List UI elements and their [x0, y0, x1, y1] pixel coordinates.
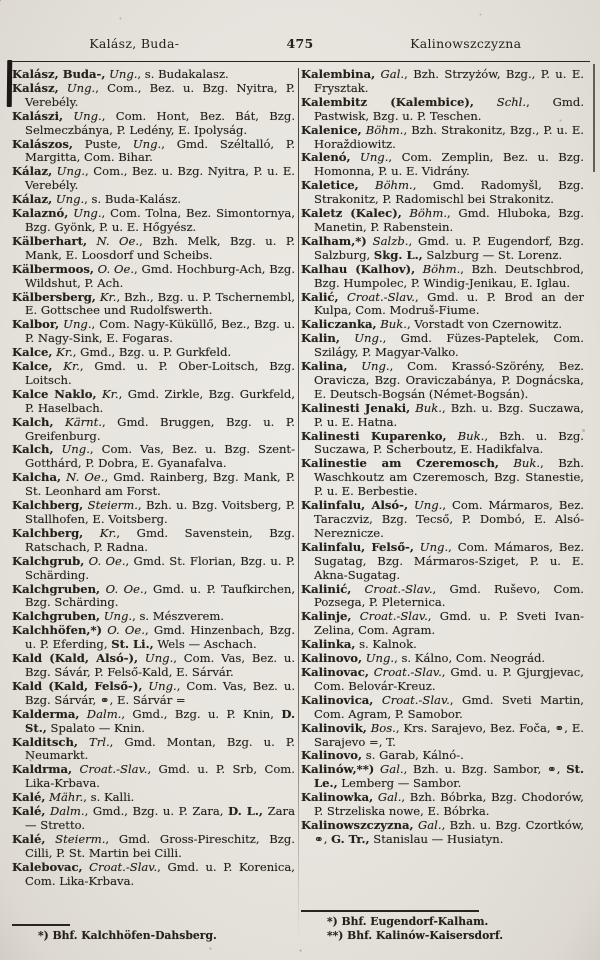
text-columns — [12, 68, 588, 942]
region-abbr: Ung. — [138, 651, 174, 666]
gazetteer-entry — [12, 805, 295, 833]
entry-text: Puste, — [72, 136, 122, 151]
railway-abbr: D. L., — [228, 804, 263, 819]
region-abbr: Steierm. — [45, 831, 106, 846]
entry-text: , Gmd., Bzg. u. P. Knin, — [121, 706, 282, 721]
gazetteer-entry — [12, 555, 295, 583]
entry-headword: Kälberhart, — [12, 233, 88, 248]
entry-headword: Kalé, — [12, 790, 46, 805]
gazetteer-entry — [12, 652, 295, 680]
entry-text: , Gmd. Hluboka, Bzg. Manetin, P. Rabenstein. — [314, 206, 584, 234]
entry-headword: Kalé, — [12, 804, 46, 819]
entry-headword: Kalembitz (Kalembice), — [301, 94, 474, 109]
entry-headword: Kald (Kald, Alsó-), — [12, 651, 139, 666]
entry-text: , Gmd. Pastwisk, Bzg. u. P. Teschen. — [314, 94, 584, 123]
region-abbr: Croat.-Slav. — [338, 289, 415, 304]
region-abbr: N. Oe. — [61, 470, 105, 485]
region-abbr: Croat.-Slav. — [72, 762, 148, 777]
gazetteer-entry — [301, 291, 584, 319]
entry-text: , s. Buda-Kalász. — [84, 192, 182, 207]
entry-headword: Kalce Naklo, — [12, 386, 97, 401]
gazetteer-entry — [301, 360, 584, 402]
region-abbr: Kr. — [52, 359, 80, 374]
entry-text: , Com. Tolna, Bez. Simontornya, Bzg. Gyönk, P. u. E. Hőgyész. — [25, 206, 295, 234]
gazetteer-entry — [12, 791, 295, 805]
entry-text: , Bzh., Bzg. u. P. Tschernembl, E. Gottschee und Rudolfswerth. — [25, 289, 295, 318]
gazetteer-entry — [301, 791, 584, 819]
entry-headword: Kalbor, — [12, 317, 60, 332]
region-abbr: Ung. — [339, 331, 383, 346]
entry-text: , Com. Mámaros, Bez. Sugatag, Bzg. Mármaros-Sziget, P. u. E. Akna-Sugatag. — [314, 539, 584, 582]
entry-text: , Gmd. Montan, Bzg. u. P. Neumarkt. — [25, 734, 295, 763]
gazetteer-entry — [301, 541, 584, 583]
entry-text: , Vorstadt von Czernowitz. — [406, 317, 563, 332]
region-abbr: O. Oe. — [102, 623, 145, 638]
entry-headword: Kalina, — [301, 359, 348, 374]
entry-headword: Kalchhöfen,*) — [12, 623, 103, 638]
gazetteer-entry — [12, 68, 295, 82]
entry-text: , Gmd. u. P. Eugendorf, Bzg. Salzburg, — [314, 233, 584, 262]
entry-text: , Com. Krassó-Szörény, Bez. Oravicza, Bzg. Oraviczabánya, P. Dognácska, E. Deutsch-Bogsán (Német-Bogsán). — [314, 359, 584, 401]
gazetteer-entry — [12, 708, 295, 736]
entry-headword: Kalchberg, — [12, 498, 84, 513]
entry-headword: Kalinić, — [301, 581, 352, 596]
region-abbr: Ung. — [347, 359, 390, 374]
entry-headword: Kaletice, — [301, 178, 359, 193]
entry-text: , s. Kalli. — [83, 790, 135, 805]
entry-text: , Com. Hont, Bez. Bát, Bzg. Selmeczbánya, P. Ledény, E. Ipolyság. — [25, 108, 295, 137]
gazetteer-entry — [12, 193, 295, 207]
region-abbr: Gal. — [374, 762, 404, 777]
gazetteer-entry — [12, 833, 295, 861]
gazetteer-entry — [12, 680, 295, 708]
region-abbr: Buk. — [410, 400, 442, 415]
entry-text: , Bzh. u. Bzg. Suczawa, P. Scherboutz, E. Hadikfalva. — [314, 428, 584, 457]
running-header — [18, 36, 582, 51]
gazetteer-entry — [301, 819, 584, 847]
gazetteer-entry — [301, 749, 584, 763]
region-abbr: Ung. — [68, 206, 102, 221]
gazetteer-entry — [12, 861, 295, 889]
region-abbr: Bos. — [366, 720, 396, 735]
region-abbr: Dalm. — [79, 706, 122, 721]
entry-headword: Kalebovac, — [12, 859, 83, 874]
entry-text: , Krs. Sarajevo, Bez. Foča, ⚭, E. Sarajevo =, T. — [314, 720, 584, 749]
entry-text: Spalato — Knin. — [46, 720, 145, 735]
entry-headword: Kalderma, — [12, 706, 80, 721]
entry-text: Lemberg — Sambor. — [337, 776, 462, 791]
entry-text: , s. Budakalasz. — [137, 68, 229, 81]
entry-headword: Kaliczanka, — [301, 317, 377, 332]
gazetteer-entry — [301, 722, 584, 750]
region-abbr: Kr. — [83, 525, 117, 540]
region-abbr: Kärnt. — [53, 414, 102, 429]
entry-text: , Gmd. Bruggen, Bzg. u. P. Greifenburg. — [25, 414, 295, 443]
region-abbr: Ung. — [52, 164, 86, 179]
railway-abbr: G. Tr., — [331, 831, 370, 846]
entry-text: , Gmd., Bzg. u. P. Zara, — [84, 804, 229, 819]
region-abbr: Ung. — [63, 108, 102, 123]
gazetteer-entry — [301, 694, 584, 722]
gazetteer-entry — [12, 291, 295, 319]
entry-text: , Gmd. Savenstein, Bzg. Ratschach, P. Radna. — [25, 525, 295, 554]
region-abbr: Ung. — [52, 192, 85, 207]
gazetteer-entry — [301, 499, 584, 541]
region-abbr: Böhm. — [361, 122, 404, 137]
entry-text: , Bzh. u. Bzg. Voitsberg, P. Stallhofen, E. Voitsberg. — [25, 498, 295, 526]
gazetteer-entry — [12, 471, 295, 499]
region-abbr: Ung. — [100, 609, 133, 624]
entry-headword: Kalinów,**) — [301, 762, 375, 777]
entry-text: , Com. Mármaros, Bez. Taraczviz, Bzg. Tecső, P. Dombó, E. Alsó-Nereznicze. — [314, 498, 584, 540]
entry-text: , Gmd. u. P. Korenica, Com. Lika-Krbava. — [25, 859, 295, 888]
entry-headword: Kalinka, — [301, 637, 356, 652]
entry-headword: Kálaz, — [12, 164, 53, 179]
region-abbr: Dalm. — [45, 804, 85, 819]
gazetteer-entry — [12, 388, 295, 416]
region-abbr: Ung. — [362, 651, 395, 666]
region-abbr: Croat.-Slav. — [351, 581, 433, 596]
gazetteer-entry — [301, 179, 584, 207]
entry-headword: Kalinfalu, Felső-, — [301, 539, 414, 554]
gazetteer-entry — [301, 263, 584, 291]
entry-headword: Kalászos, — [12, 136, 73, 151]
entry-text: , Gmd. Sveti Martin, Com. Agram, P. Samobor. — [314, 692, 584, 721]
entry-text: Salzburg — St. Lorenz. — [422, 247, 563, 262]
gazetteer-entry — [301, 763, 584, 791]
header-rule — [10, 61, 590, 62]
entry-headword: Kalchberg, — [12, 525, 84, 540]
gazetteer-entry — [12, 165, 295, 193]
gazetteer-entry — [12, 207, 295, 235]
gazetteer-entry — [301, 610, 584, 638]
region-abbr: Gal. — [375, 68, 405, 81]
region-abbr: Ung. — [142, 678, 177, 693]
entry-headword: Kalinovo, — [301, 651, 363, 666]
gazetteer-entry — [301, 151, 584, 179]
gazetteer-entry — [301, 207, 584, 235]
entry-text: , Gmd. u. P. Sveti Ivan-Zelina, Com. Agram. — [314, 609, 584, 638]
region-abbr: Ung. — [413, 539, 449, 554]
region-abbr: Buk. — [498, 456, 541, 471]
gazetteer-entry — [301, 124, 584, 152]
gazetteer-entry — [301, 235, 584, 263]
gazetteer-entry — [301, 96, 584, 124]
entry-headword: Kalchgrub, — [12, 553, 85, 568]
entry-headword: Kalaznó, — [12, 206, 69, 221]
entry-headword: Kalinowka, — [301, 790, 374, 805]
entry-headword: Kalenice, — [301, 122, 362, 137]
region-abbr: Trl. — [77, 734, 110, 749]
entry-headword: Kalász, — [12, 80, 59, 95]
entry-text: , Gmd. Füzes-Paptelek, Com. Szilágy, P. Magyar-Valko. — [314, 331, 584, 360]
footnote: *) Bhf. Eugendorf-Kalham. — [327, 915, 489, 928]
region-abbr: Kr. — [96, 386, 119, 401]
entry-text: , Bzh. u. Bzg. Suczawa, P. u. E. Hatna. — [314, 400, 584, 429]
railway-abbr: Skg. L., — [373, 247, 423, 262]
entry-text: s. Kalnok. — [355, 637, 417, 652]
region-abbr: Croat.-Slav. — [373, 692, 450, 707]
gazetteer-entry — [301, 652, 584, 666]
gazetteer-entry — [12, 610, 295, 624]
entry-text: , Gmd. u. P. Taufkirchen, Bzg. Schärding. — [25, 581, 295, 610]
footnote: *) Bhf. Kalchhöfen-Dahsberg. — [38, 928, 217, 942]
entry-text: , Gmd. u. P. Srb, Com. Lika-Krbava. — [25, 762, 295, 791]
entry-text: , Gmd. Ruševo, Com. Pozsega, P. Pleternica. — [314, 581, 584, 610]
entry-headword: Kalinje, — [301, 609, 352, 624]
gazetteer-entry — [301, 430, 584, 458]
entry-text: , Bzh. Melk, Bzg. u. P. Mank, E. Loosdorf und Scheibs. — [25, 233, 295, 262]
entry-text: , Gmd. Hochburg-Ach, Bzg. Wildshut, P. Ach. — [25, 261, 295, 290]
region-abbr: Ung. — [105, 68, 138, 81]
entry-headword: Kalász, Buda-, — [12, 68, 106, 81]
gazetteer-entry — [12, 110, 295, 138]
gazetteer-entry — [12, 138, 295, 166]
entry-text: , Gmd. u. P. Ober-Loitsch, Bzg. Loitsch. — [25, 359, 295, 387]
entry-text: , Gmd. u. P. Gjurgjevac, Com. Belovár-Kreuz. — [314, 664, 584, 693]
gazetteer-entry — [12, 443, 295, 471]
entry-headword: Kalce, — [12, 345, 53, 360]
entry-text: , Com. Vas, Bez. u. Bzg. Sárvár, ⚭, E. Sárvár = — [25, 678, 295, 707]
entry-headword: Kalinovica, — [301, 692, 374, 707]
railway-abbr: St. Le., — [314, 762, 584, 791]
column-right — [301, 68, 584, 942]
entry-text: , Com., Bez. u. Bzg. Nyitra, P. u. E. Verebély. — [25, 164, 295, 193]
gazetteer-entry — [301, 332, 584, 360]
region-abbr: O. Oe. — [100, 581, 144, 596]
region-abbr: N. Oe. — [87, 233, 140, 248]
gazetteer-entry — [12, 346, 295, 360]
region-abbr: O. Oe. — [93, 261, 135, 276]
entry-text: , Bzh. Bóbrka, Bzg. Chodorów, P. Strzeliska nowe, E. Bóbrka. — [314, 790, 584, 819]
entry-headword: Kalinovac, — [301, 664, 369, 679]
region-abbr: Mähr. — [45, 790, 84, 805]
entry-headword: Kalin, — [301, 331, 340, 346]
entry-headword: Kaldrma, — [12, 762, 73, 777]
region-abbr: Croat.-Slav. — [82, 859, 158, 874]
region-abbr: Buk. — [446, 428, 485, 443]
gazetteer-entry — [301, 457, 584, 499]
gazetteer-entry — [12, 263, 295, 291]
entry-text: , Com., Bez. u. Bzg. Nyitra, P. Verebély. — [25, 80, 295, 109]
region-abbr: Ung. — [58, 80, 96, 95]
railway-abbr: St. Li., — [111, 637, 154, 652]
region-abbr: Ung. — [53, 442, 90, 457]
footnote: **) Bhf. Kalinów-Kaisersdorf. — [327, 928, 503, 942]
scan-artifact-edge — [593, 64, 595, 172]
running-head-right: Kalinowszczyzna — [410, 36, 522, 51]
entry-text: , Gmd. u. P. Brod an der Kulpa, Com. Modruš-Fiume. — [314, 289, 584, 318]
column-left — [12, 68, 295, 942]
entry-text: , Gmd. Hinzenbach, Bzg. u. P. Eferding, — [25, 623, 295, 652]
entry-headword: Kalé, — [12, 831, 46, 846]
region-abbr: Kr. — [52, 345, 73, 360]
column-divider — [298, 68, 299, 942]
region-abbr: Buk. — [376, 317, 407, 332]
entry-text: , Com. Nagy-Küküllő, Bez., Bzg. u. P. Nagy-Sink, E. Fogaras. — [25, 317, 295, 346]
entry-headword: Kalić, — [301, 289, 339, 304]
region-abbr: Steierm. — [83, 498, 138, 513]
region-abbr: Salzb. — [366, 233, 409, 248]
gazetteer-entry — [301, 583, 584, 611]
entry-text: , Bzh. Waschkoutz am Czeremosch, Bzg. Stanestie, P. u. E. Berbestie. — [314, 456, 584, 499]
entry-headword: Kalch, — [12, 442, 54, 457]
entry-text: , s. Mészverem. — [132, 609, 225, 624]
entry-text: , Bzh. u. Bzg. Czortków, ⚭, — [314, 817, 584, 846]
gazetteer-entry — [12, 527, 295, 555]
gazetteer-entry — [12, 583, 295, 611]
entry-headword: Kalhau (Kalhov), — [301, 261, 416, 276]
entry-text: , Com. Vas, Bez. u. Bzg. Sávár, P. Felső-Kald, E. Sárvár. — [25, 651, 295, 679]
entry-headword: Kälbersberg, — [12, 289, 96, 304]
region-abbr: Schl. — [473, 94, 527, 109]
gazetteer-entry — [12, 499, 295, 527]
entry-headword: Kalce, — [12, 359, 53, 374]
entry-headword: Kalinesti Kuparenko, — [301, 428, 447, 443]
entry-headword: Kalinfalu, Alsó-, — [301, 498, 409, 513]
page-number: 475 — [286, 36, 314, 51]
entry-headword: Kalinesti Jenaki, — [301, 400, 411, 415]
entry-text: , Gmd. Széltalló, P. Margitta, Com. Bihar. — [25, 136, 295, 165]
entry-headword: Kalditsch, — [12, 734, 78, 749]
gazetteer-entry — [301, 666, 584, 694]
entry-headword: Kalinestie am Czeremosch, — [301, 456, 499, 471]
entry-text: Wels — Aschach. — [153, 637, 257, 652]
footnote-rule — [12, 924, 70, 926]
region-abbr: Gal. — [413, 817, 442, 832]
entry-headword: Kalembina, — [301, 68, 376, 81]
running-head-left: Kalász, Buda- — [89, 36, 180, 51]
entry-text: s. Garab, Kálnó-. — [362, 748, 464, 763]
footnote-rule — [301, 910, 479, 912]
entry-text: Zara — Stretto. — [25, 804, 295, 832]
region-abbr: Croat.-Slav. — [368, 664, 442, 679]
entry-text: , Gmd., Bzg. u. P. Gurkfeld. — [72, 345, 232, 360]
entry-text: , Com. Zemplin, Bez. u. Bzg. Homonna, P. u. E. Vidrány. — [314, 150, 584, 179]
railway-abbr: D. St., — [25, 706, 295, 735]
gazetteer-entry — [301, 638, 584, 652]
region-abbr: Ung. — [121, 136, 162, 151]
entry-text: , Com. Vas, Bez. u. Bzg. Szent-Gotthárd, P. Dobra, E. Gyanafalva. — [25, 442, 295, 471]
entry-headword: Kälbermoos, — [12, 261, 94, 276]
entry-text: Stanislau — Husiatyn. — [369, 831, 504, 846]
entry-headword: Kalchgruben, — [12, 609, 101, 624]
entry-headword: Kalcha, — [12, 470, 62, 485]
entry-headword: Kalinovo, — [301, 748, 363, 763]
region-abbr: Kr. — [95, 289, 117, 304]
region-abbr: Böhm. — [358, 178, 413, 193]
region-abbr: Böhm. — [401, 206, 448, 221]
region-abbr: Ung. — [59, 317, 92, 332]
gazetteer-entry — [12, 82, 295, 110]
entry-headword: Kalch, — [12, 414, 54, 429]
gazetteer-entry — [12, 624, 295, 652]
entry-headword: Kalham,*) — [301, 233, 367, 248]
entry-headword: Kald (Kald, Felső-), — [12, 678, 143, 693]
entry-text: , Bzh. Strzyżów, Bzg., P. u. E. Frysztak. — [314, 68, 584, 95]
region-abbr: Croat.-Slav. — [351, 609, 428, 624]
entry-headword: Kalchgruben, — [12, 581, 101, 596]
region-abbr: Böhm. — [415, 261, 461, 276]
entry-headword: Kálaz, — [12, 192, 53, 207]
entry-text: , Gmd. Rainberg, Bzg. Mank, P. St. Leonhard am Forst. — [25, 470, 295, 499]
gazetteer-entry — [12, 235, 295, 263]
entry-text: , Gmd. Gross-Pireschitz, Bzg. Cilli, P. St. Martin bei Cilli. — [25, 831, 295, 860]
entry-headword: Kalinowszczyzna, — [301, 817, 414, 832]
region-abbr: Ung. — [408, 498, 443, 513]
gazetteer-entry — [12, 318, 295, 346]
gazetteer-entry — [301, 68, 584, 96]
scan-speckles — [0, 0, 1, 1]
entry-headword: Kalászi, — [12, 108, 64, 123]
gazetteer-entry — [12, 736, 295, 764]
gazetteer-entry — [301, 318, 584, 332]
entry-headword: Kaletz (Kalec), — [301, 206, 402, 221]
entry-text: , Bzh. Strakonitz, Bzg., P. u. E. Horaždiowitz. — [314, 122, 584, 151]
entry-headword: Kalinovik, — [301, 720, 367, 735]
gazetteer-entry — [12, 360, 295, 388]
entry-text: , Gmd. Radomyšl, Bzg. Strakonitz, P. Radomischl bei Strakonitz. — [314, 178, 584, 207]
region-abbr: O. Oe. — [84, 553, 126, 568]
gazetteer-entry — [12, 763, 295, 791]
gazetteer-entry — [12, 416, 295, 444]
entry-headword: Kalenó, — [301, 150, 351, 165]
entry-text: , Gmd. Zirkle, Bzg. Gurkfeld, P. Haselbach. — [25, 386, 295, 415]
entry-text: , Bzh. u. Bzg. Sambor, ⚭, — [403, 762, 567, 777]
region-abbr: Ung. — [350, 150, 389, 165]
entry-text: , Bzh. Deutschbrod, Bzg. Humpolec, P. Windig-Jenikau, E. Iglau. — [314, 261, 584, 290]
entry-text: , Gmd. St. Florian, Bzg. u. P. Schärding. — [25, 553, 295, 582]
region-abbr: Gal. — [373, 790, 402, 805]
entry-text: , s. Kálno, Com. Neográd. — [394, 651, 546, 666]
gazetteer-entry — [301, 402, 584, 430]
